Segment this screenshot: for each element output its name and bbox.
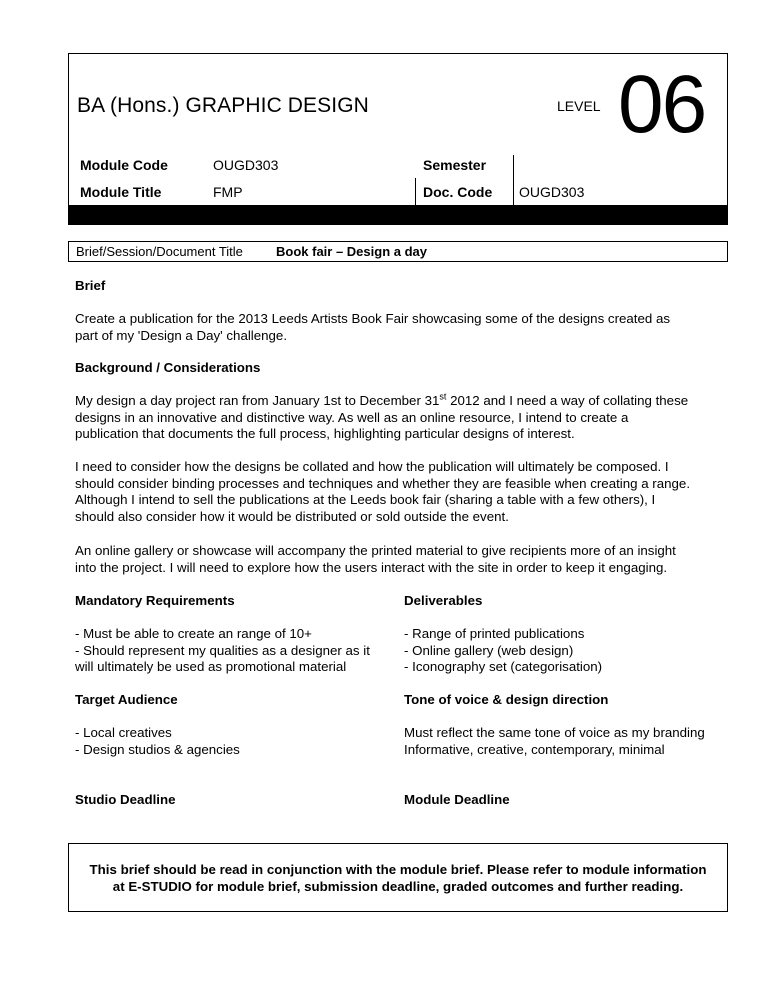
- doc-code-divider: [415, 178, 416, 206]
- deliverables: [404, 593, 724, 676]
- background-paragraph-3: [75, 543, 715, 576]
- module-deadline-label: Module Deadline: [404, 792, 510, 807]
- deliverables-line: - Online gallery (web design): [404, 642, 574, 658]
- audience-line: - Design studios & agencies: [75, 741, 240, 757]
- module-code-label: Module Code: [80, 157, 168, 173]
- brief-line: Create a publication for the 2013 Leeds Artists Book Fair showcasing some of the designs created as: [75, 311, 671, 326]
- background-line: I need to consider how the designs be collated and how the publication will ultimately be composed. I: [75, 459, 669, 474]
- module-title-label: Module Title: [80, 184, 162, 200]
- footer-note: [68, 843, 728, 912]
- background-line: designs in an innovative and distinctive way. As well as an online resource, I intend to create a: [75, 409, 629, 425]
- document-title-label: Brief/Session/Document Title: [76, 244, 243, 259]
- mandatory-heading: Mandatory Requirements: [75, 593, 235, 608]
- background-paragraph-1: [75, 393, 715, 443]
- tone-line: Must reflect the same tone of voice as my branding: [404, 725, 705, 740]
- document-title-row: [68, 241, 728, 262]
- module-code-value: OUGD303: [213, 157, 279, 173]
- background-paragraph-2: [75, 459, 715, 525]
- footer-line: This brief should be read in conjunction with the module brief. Please refer to module information: [89, 861, 707, 877]
- document-title-value: Book fair – Design a day: [276, 244, 427, 259]
- mandatory-line: will ultimately be used as promotional material: [75, 659, 347, 674]
- header-box: [68, 53, 728, 225]
- semester-label: Semester: [423, 157, 487, 173]
- background-line: publication that documents the full process, highlighting particular designs of interest.: [75, 426, 575, 441]
- brief-section: [75, 278, 715, 295]
- mandatory-line: - Should represent my qualities as a designer as it: [75, 642, 370, 658]
- tone-heading: Tone of voice & design direction: [404, 692, 609, 707]
- tone-line: Informative, creative, contemporary, minimal: [404, 741, 665, 757]
- footer-line: at E-STUDIO for module brief, submission deadline, graded outcomes and further reading.: [112, 878, 684, 894]
- module-title-value: FMP: [213, 184, 243, 200]
- programme-title: BA (Hons.) GRAPHIC DESIGN: [77, 94, 369, 117]
- level-label: LEVEL: [557, 98, 601, 114]
- studio-deadline-label: Studio Deadline: [75, 792, 176, 807]
- target-audience: [75, 692, 395, 758]
- tone-of-voice: [404, 692, 724, 758]
- background-line: should also consider how it would be distributed or sold outside the event.: [75, 508, 509, 524]
- brief-heading: Brief: [75, 278, 106, 293]
- doc-code-label: Doc. Code: [423, 184, 493, 200]
- background-line: Although I intend to sell the publications at the Leeds book fair (sharing a table with a few others), I: [75, 492, 656, 507]
- brief-line: part of my 'Design a Day' challenge.: [75, 327, 288, 343]
- deliverables-heading: Deliverables: [404, 593, 483, 608]
- semester-divider: [513, 155, 514, 206]
- level-number: 06: [618, 59, 706, 150]
- background-line: An online gallery or showcase will accompany the printed material to give recipients more of an insight: [75, 543, 676, 558]
- background-line: should consider binding processes and techniques and whether they are feasible when creating a range.: [75, 475, 691, 491]
- header-black-bar: [69, 205, 727, 224]
- background-section: [75, 360, 715, 377]
- doc-code-value: OUGD303: [519, 184, 585, 200]
- audience-heading: Target Audience: [75, 692, 178, 707]
- background-heading: Background / Considerations: [75, 360, 261, 375]
- background-line: into the project. I will need to explore how the users interact with the site in order to keep it engaging.: [75, 559, 668, 575]
- mandatory-requirements: [75, 593, 395, 676]
- deliverables-line: - Iconography set (categorisation): [404, 659, 603, 674]
- mandatory-line: - Must be able to create an range of 10+: [75, 626, 312, 641]
- audience-line: - Local creatives: [75, 725, 172, 740]
- background-line: My design a day project ran from January 1st to December 31st 2012 and I need a way of collating these: [75, 391, 689, 408]
- brief-text: [75, 311, 715, 344]
- deliverables-line: - Range of printed publications: [404, 626, 585, 641]
